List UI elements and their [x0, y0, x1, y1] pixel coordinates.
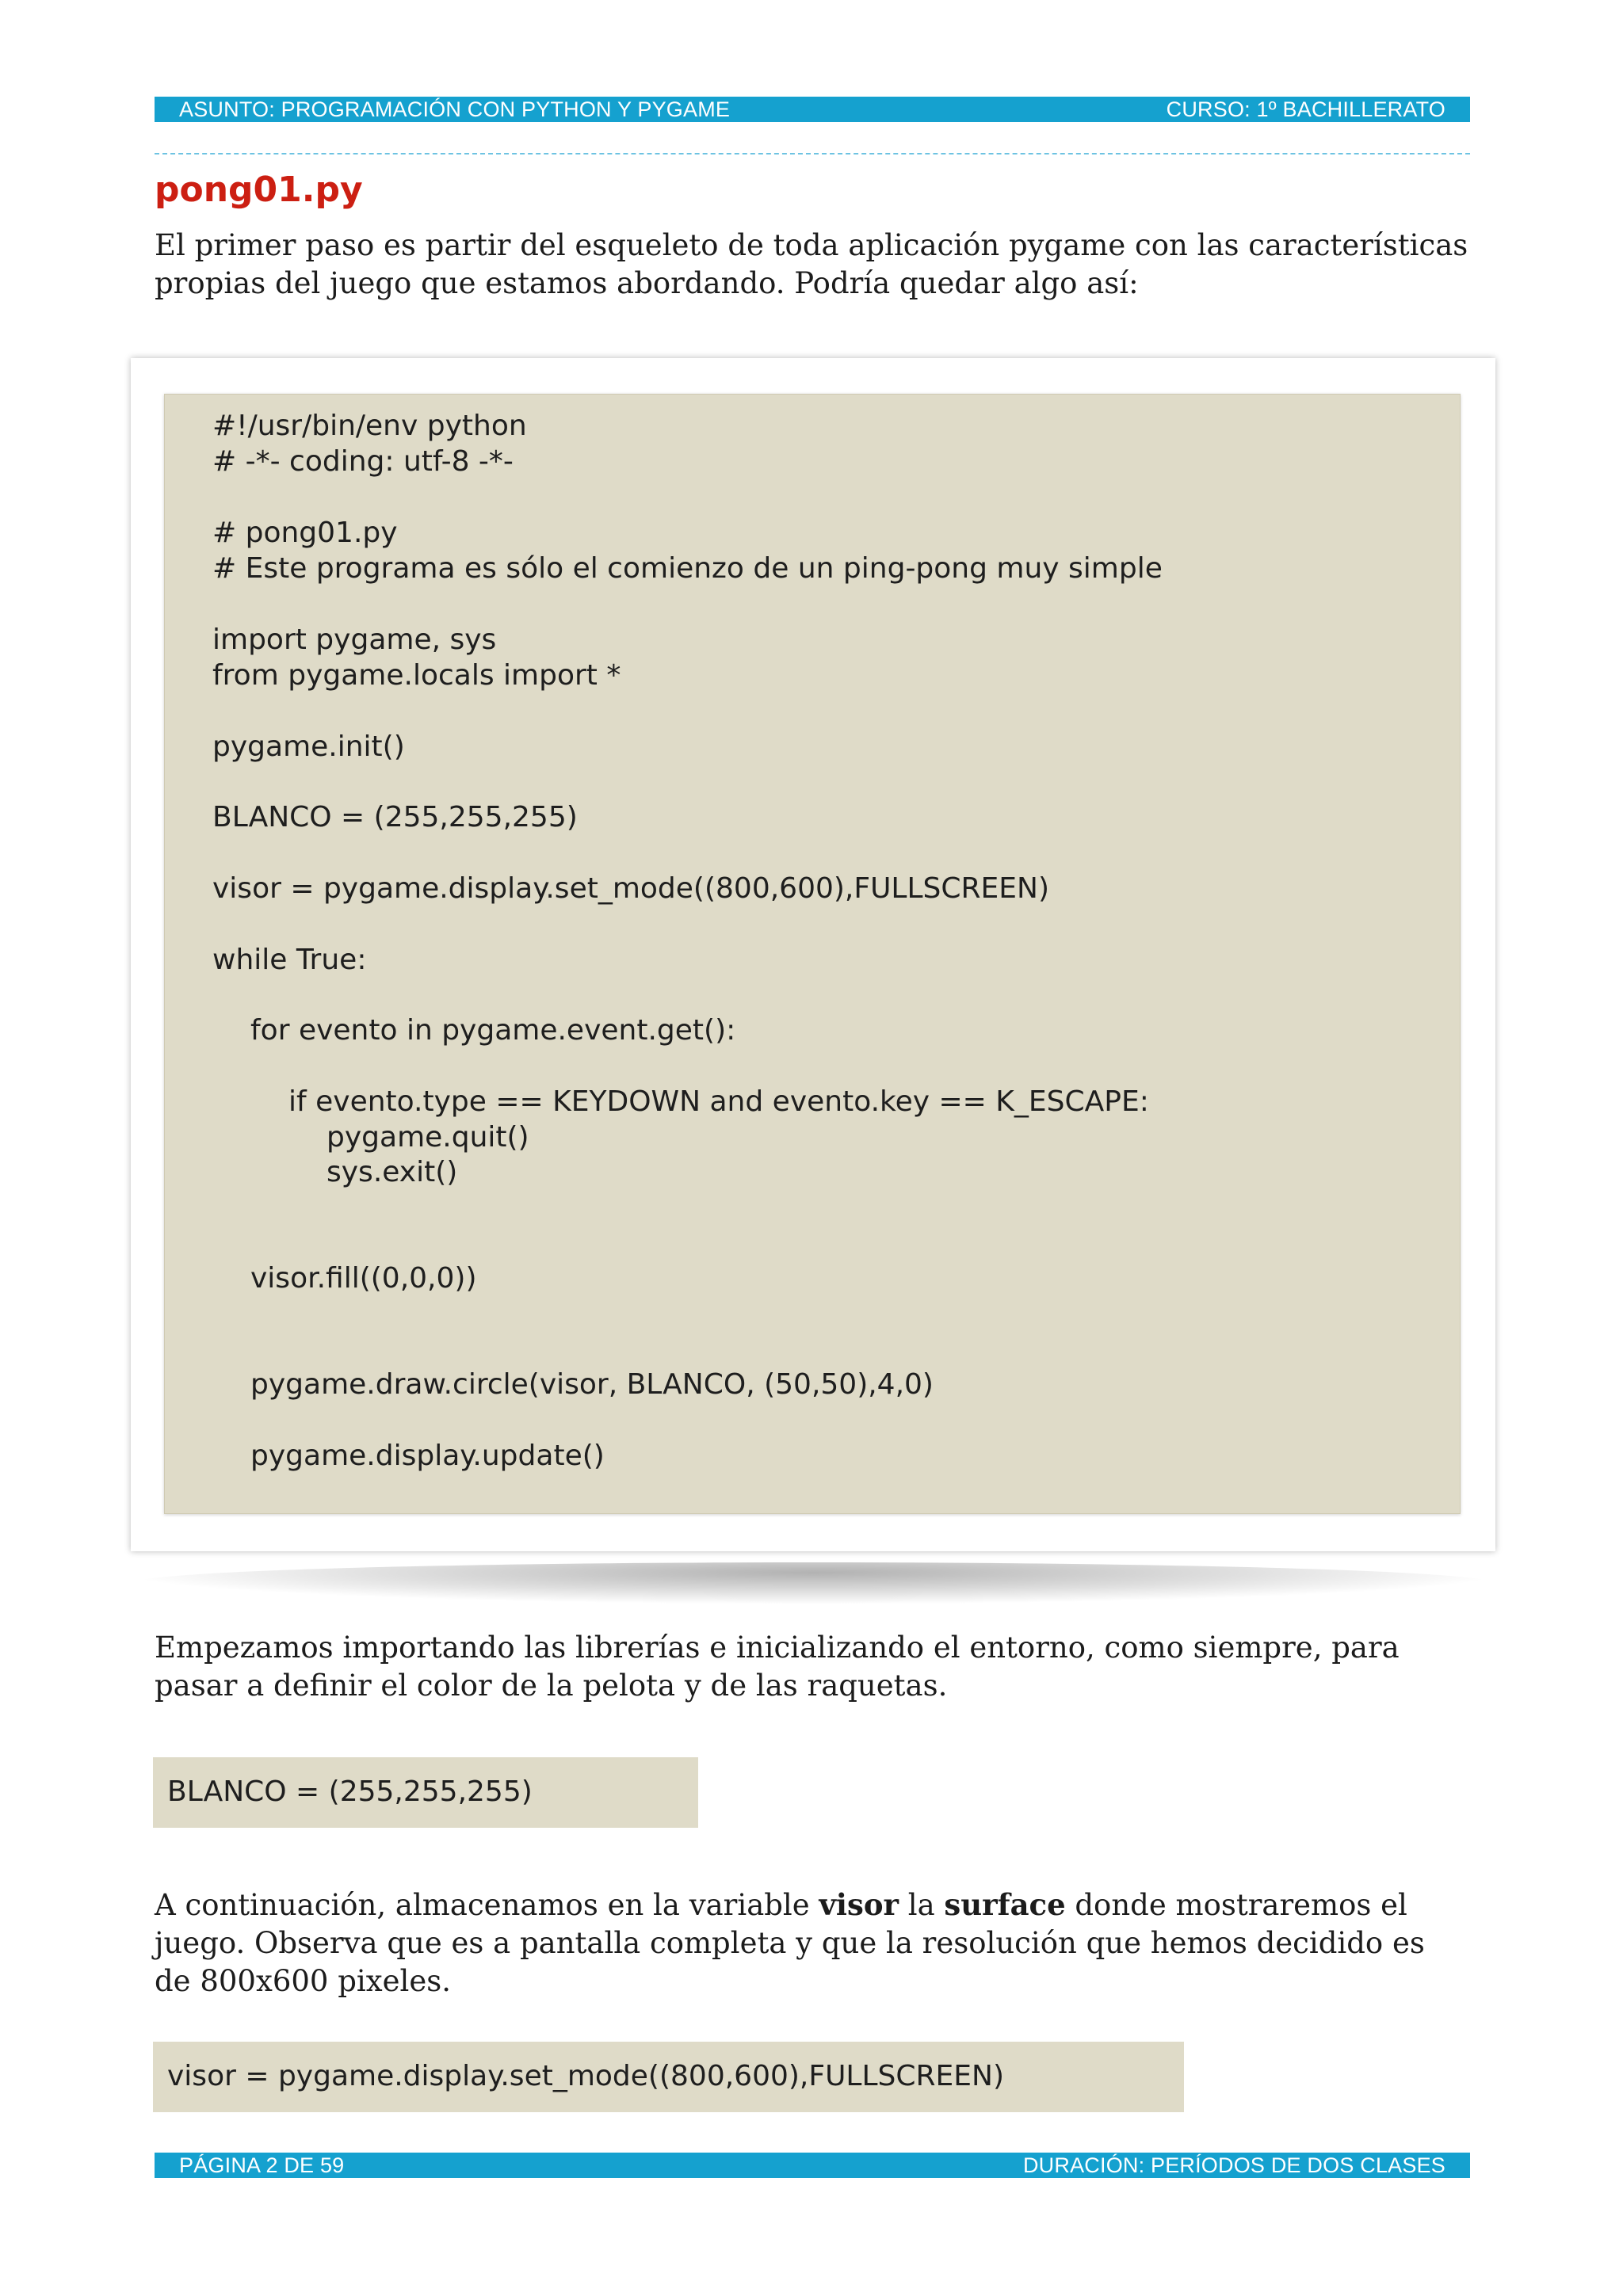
page-number: PÁGINA 2 DE 59 [179, 2153, 345, 2177]
card-shadow [135, 1562, 1491, 1604]
code-line: visor.fill((0,0,0)) [250, 1262, 477, 1295]
code-line: while True: [212, 944, 367, 976]
code-line: BLANCO = (255,255,255) [212, 801, 578, 833]
footer-duration: DURACIÓN: PERÍODOS DE DOS CLASES [1022, 2153, 1445, 2177]
code-line: for evento in pygame.event.get(): [250, 1014, 736, 1047]
code-line: pygame.display.update() [250, 1440, 605, 1472]
code-line: import pygame, sys [212, 624, 497, 656]
code-line: sys.exit() [327, 1156, 458, 1188]
code-snippet-text: visor = pygame.display.set_mode((800,600),FULLSCREEN) [167, 2060, 1005, 2092]
code-line: from pygame.locals import * [212, 659, 621, 692]
header-subject: ASUNTO: PROGRAMACIÓN CON PYTHON Y PYGAME [179, 97, 731, 121]
code-line: pygame.quit() [327, 1121, 529, 1154]
footer-bar [155, 2153, 1470, 2178]
code-line: visor = pygame.display.set_mode((800,600),FULLSCREEN) [212, 872, 1050, 905]
code-line: if evento.type == KEYDOWN and evento.key == K_ESCAPE: [288, 1085, 1149, 1118]
keyword-visor: visor [819, 1887, 899, 1922]
page-title: pong01.py [155, 170, 363, 210]
para-text: donde mostraremos el juego. Observa que es a pantalla completa y que la resolución que hemos decidido es de 800x600 pixeles. [155, 1888, 1425, 1998]
code-card [131, 358, 1495, 1551]
code-snippet-text: BLANCO = (255,255,255) [167, 1775, 533, 1808]
intro-paragraph: El primer paso es partir del esqueleto de toda aplicación pygame con las características propias del juego que estamos abordando. Podría quedar algo así: [155, 228, 1468, 300]
code-line: # Este programa es sólo el comienzo de un ping-pong muy simple [212, 552, 1163, 585]
header-course: CURSO: 1º BACHILLERATO [1166, 97, 1445, 121]
code-line: # -*- coding: utf-8 -*- [212, 445, 514, 478]
code-snippet [153, 2042, 1184, 2112]
explanation-paragraph: Empezamos importando las librerías e inicializando el entorno, como siempre, para pasar a definir el color de la pelota y de las raquetas. [155, 1630, 1400, 1703]
code-line: # pong01.py [212, 517, 398, 549]
explanation-paragraph [155, 1886, 1470, 2000]
code-line: #!/usr/bin/env python [212, 410, 527, 442]
code-snippet [153, 1757, 698, 1828]
code-line: pygame.init() [212, 730, 405, 763]
para-text: A continuación, almacenamos en la variable [155, 1888, 819, 1922]
code-listing [164, 394, 1461, 1514]
dashed-divider [155, 153, 1470, 154]
keyword-surface: surface [944, 1887, 1066, 1922]
code-line: pygame.draw.circle(visor, BLANCO, (50,50),4,0) [250, 1368, 934, 1401]
header-bar [155, 97, 1470, 122]
para-text: la [899, 1888, 945, 1922]
